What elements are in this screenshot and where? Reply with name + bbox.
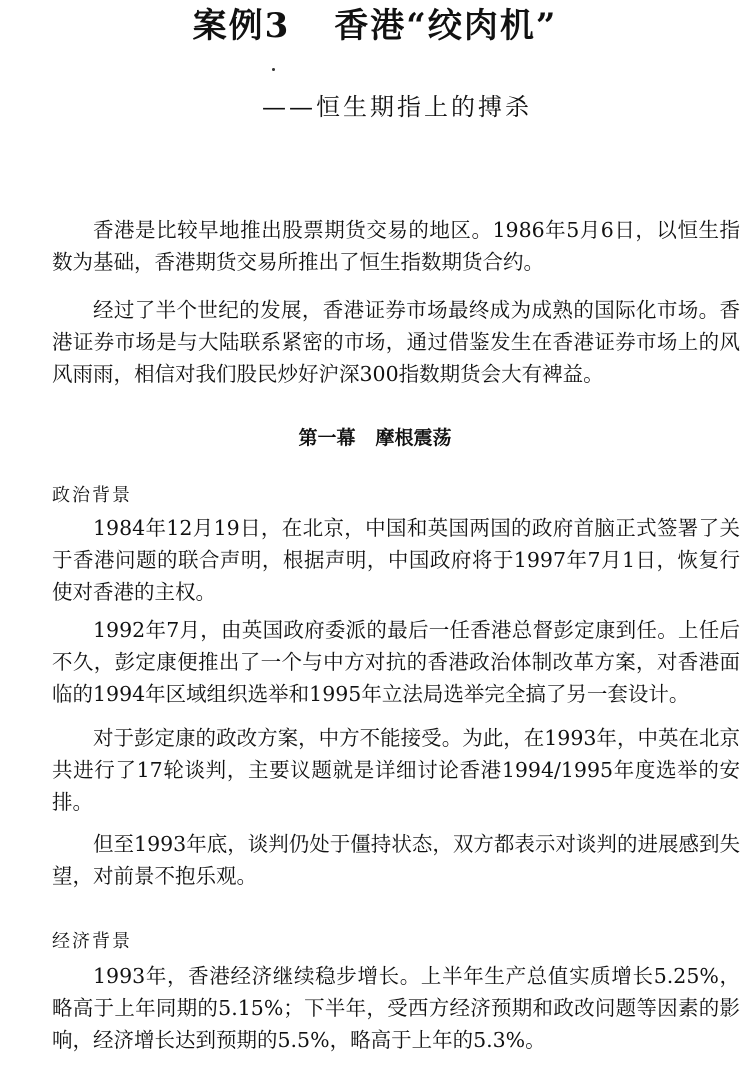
intro-paragraph: 香港是比较早地推出股票期货交易的地区。1986年5月6日，以恒生指数为基础，香港期货交易所推出了恒生指数期货合约。 bbox=[52, 218, 740, 274]
political-paragraph: 1984年12月19日，在北京，中国和英国两国的政府首脑正式签署了关于香港问题的联合声明，根据声明，中国政府将于1997年7月1日，恢复行使对香港的主权。 bbox=[52, 516, 740, 604]
economic-background-heading: 经济背景 bbox=[52, 931, 132, 952]
case-label: 案例3 bbox=[192, 6, 291, 46]
act-heading bbox=[0, 424, 750, 452]
act-label: 第一幕 bbox=[298, 427, 356, 449]
political-paragraph: 1992年7月，由英国政府委派的最后一任香港总督彭定康到任。上任后不久，彭定康便推出了一个与中方对抗的香港政治体制改革方案，对香港面临的1994年区域组织选举和1995年立法局选举完全搞了另一套设计。 bbox=[52, 618, 740, 706]
case-subtitle: ——恒生期指上的搏杀 bbox=[262, 93, 532, 121]
case-title bbox=[0, 4, 750, 48]
political-background-heading: 政治背景 bbox=[52, 485, 132, 506]
act-name: 摩根震荡 bbox=[375, 427, 452, 449]
case-name: 香港“绞肉机” bbox=[334, 6, 558, 46]
intro-paragraph: 经过了半个世纪的发展，香港证券市场最终成为成熟的国际化市场。香港证券市场是与大陆联系紧密的市场，通过借鉴发生在香港证券市场上的风风雨雨，相信对我们股民炒好沪深300指数期货会大有裨益。 bbox=[52, 298, 740, 386]
political-paragraph: 对于彭定康的政改方案，中方不能接受。为此，在1993年，中英在北京共进行了17轮谈判，主要议题就是详细讨论香港1994/1995年度选举的安排。 bbox=[52, 726, 740, 814]
economic-paragraph: 1993年，香港经济继续稳步增长。上半年生产总值实质增长5.25%，略高于上年同期的5.15%；下半年，受西方经济预期和政改问题等因素的影响，经济增长达到预期的5.5%，略高于上年的5.3%。 bbox=[52, 964, 740, 1052]
scan-speck bbox=[272, 68, 275, 71]
political-paragraph: 但至1993年底，谈判仍处于僵持状态，双方都表示对谈判的进展感到失望，对前景不抱乐观。 bbox=[52, 832, 740, 888]
